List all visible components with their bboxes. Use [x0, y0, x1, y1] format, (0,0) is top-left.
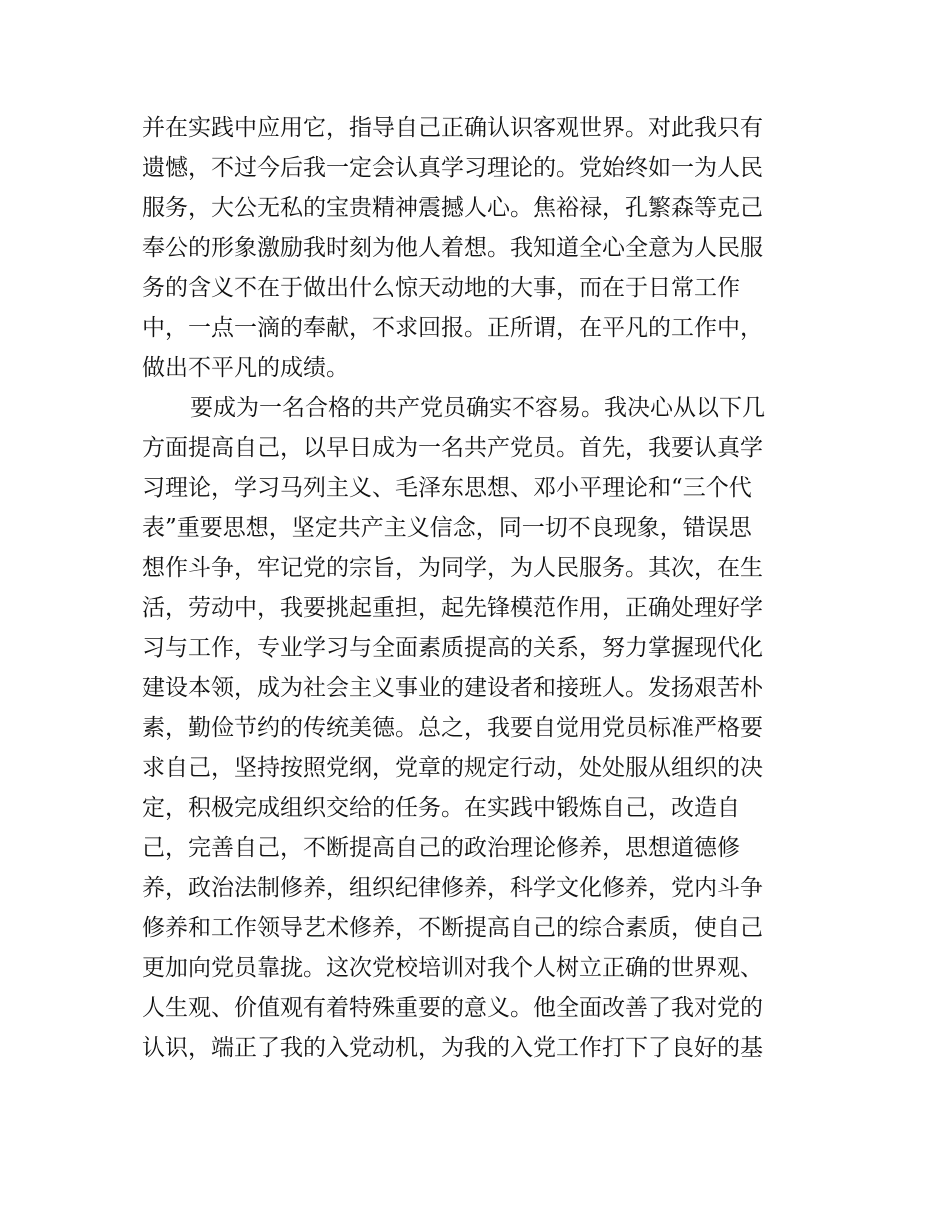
text-line: 要成为一名合格的共产党员确实不容易。我决心从以下几 [190, 395, 765, 421]
text-line: 更加向党员靠拢。这次党校培训对我个人树立正确的世界观、 [142, 955, 763, 981]
text-line: 并在实践中应用它，指导自己正确认识客观世界。对此我只有 [142, 115, 763, 141]
paragraph [142, 388, 822, 1068]
text-line: 己，完善自己，不断提高自己的政治理论修养，思想道德修 [142, 835, 740, 861]
text-line: 遗憾，不过今后我一定会认真学习理论的。党始终如一为人民 [142, 155, 763, 181]
text-line: 建设本领，成为社会主义事业的建设者和接班人。发扬艰苦朴 [142, 675, 763, 701]
document-body [142, 108, 822, 1068]
text-line: 素，勤俭节约的传统美德。总之，我要自觉用党员标准严格要 [142, 715, 763, 741]
text-line: 中，一点一滴的奉献，不求回报。正所谓，在平凡的工作中， [142, 315, 763, 341]
text-line: 活，劳动中，我要挑起重担，起先锋模范作用，正确处理好学 [142, 595, 763, 621]
text-line: 想作斗争，牢记党的宗旨，为同学，为人民服务。其次，在生 [142, 555, 763, 581]
text-line: 奉公的形象激励我时刻为他人着想。我知道全心全意为人民服 [142, 235, 763, 261]
text-line: 修养和工作领导艺术修养，不断提高自己的综合素质，使自己 [142, 915, 763, 941]
text-line: 表”重要思想，坚定共产主义信念，同一切不良现象，错误思 [142, 515, 752, 541]
text-line: 养，政治法制修养，组织纪律修养，科学文化修养，党内斗争 [142, 875, 763, 901]
text-line: 习理论，学习马列主义、毛泽东思想、邓小平理论和“三个代 [142, 475, 752, 501]
text-line: 习与工作，专业学习与全面素质提高的关系，努力掌握现代化 [142, 635, 763, 661]
text-line: 认识，端正了我的入党动机，为我的入党工作打下了良好的基 [142, 1035, 763, 1061]
text-line: 务的含义不在于做出什么惊天动地的大事，而在于日常工作 [142, 275, 740, 301]
text-line: 定，积极完成组织交给的任务。在实践中锻炼自己，改造自 [142, 795, 740, 821]
text-line: 求自己，坚持按照党纲，党章的规定行动，处处服从组织的决 [142, 755, 763, 781]
text-line: 服务，大公无私的宝贵精神震撼人心。焦裕禄，孔繁森等克己 [142, 195, 763, 221]
text-line: 人生观、价值观有着特殊重要的意义。他全面改善了我对党的 [142, 995, 763, 1021]
text-line: 做出不平凡的成绩。 [142, 355, 349, 381]
paragraph [142, 108, 822, 388]
text-line: 方面提高自己，以早日成为一名共产党员。首先，我要认真学 [142, 435, 763, 461]
